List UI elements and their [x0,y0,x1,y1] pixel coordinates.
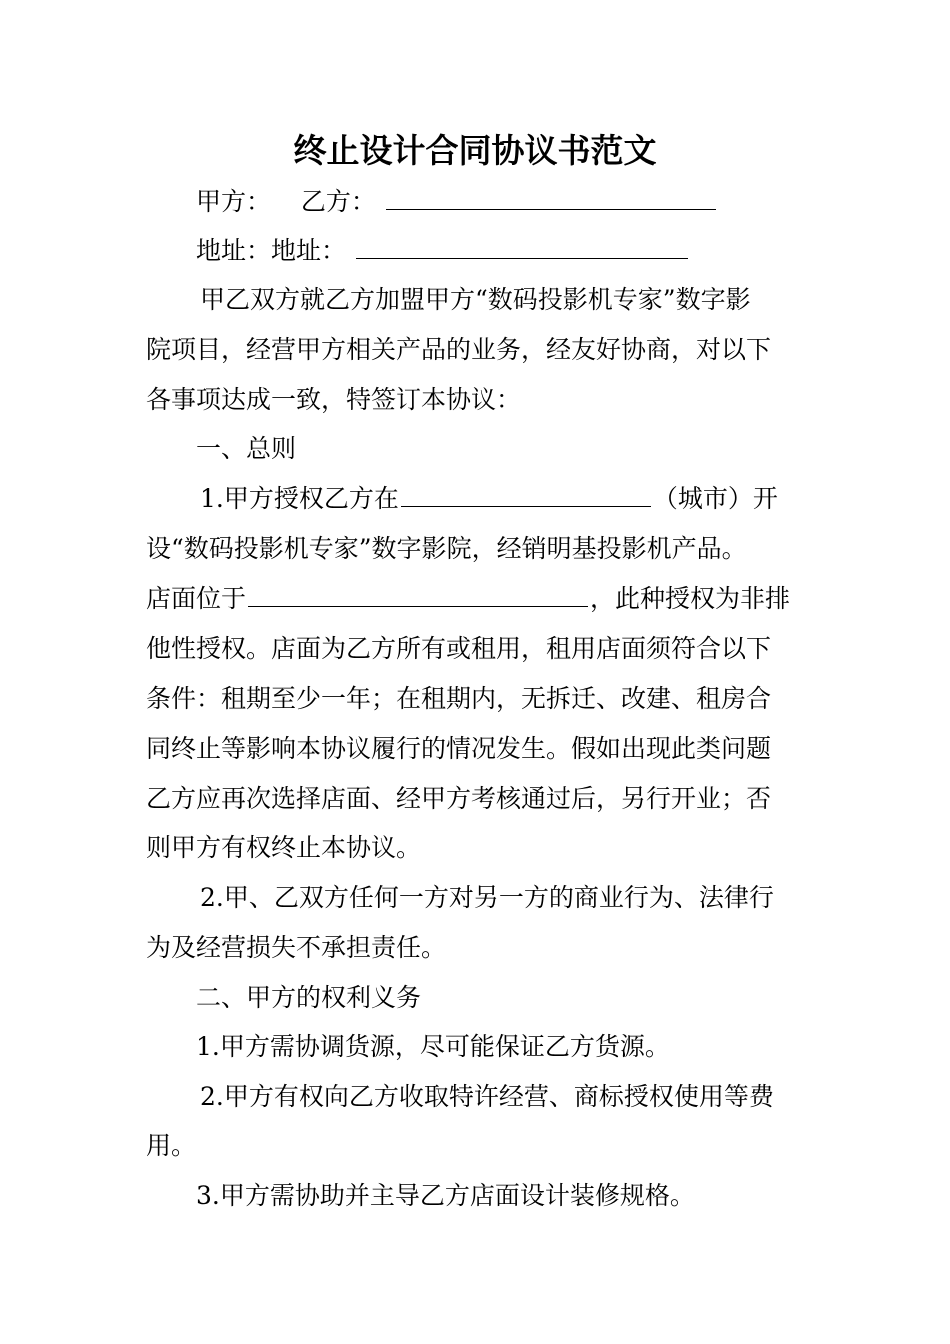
address-b-blank [356,238,688,259]
paragraph-line: 3.甲方需协助并主导乙方店面设计装修规格。 [196,1181,695,1210]
paragraph-line: 设“数码投影机专家”数字影院，经销明基投影机产品。 [146,534,747,563]
section-heading: 一、总则 [196,434,297,463]
paragraph-line: 2.甲、乙双方任何一方对另一方的商业行为、法律行 [200,883,774,912]
paragraph-line: 为及经营损失不承担责任。 [146,933,447,962]
document-title: 终止设计合同协议书范文 [293,131,657,170]
paragraph-line: 2.甲方有权向乙方收取特许经营、商标授权使用等费 [200,1082,774,1111]
paragraph-line: 院项目，经营甲方相关产品的业务，经友好协商，对以下 [146,335,772,364]
clause-text: 店面位于 [146,584,247,613]
paragraph-line: 用。 [146,1131,197,1160]
party-b-blank [386,189,716,210]
address-line [196,238,690,263]
clause-text: （城市）开 [652,484,778,513]
address-b-label: 地址： [271,236,347,265]
paragraph-line: 1.甲方需协调货源，尽可能保证乙方货源。 [196,1032,670,1061]
paragraph-line [200,486,778,511]
paragraph-line: 他性授权。店面为乙方所有或租用，租用店面须符合以下 [146,634,772,663]
paragraph-line: 甲乙双方就乙方加盟甲方“数码投影机专家”数字影 [200,285,751,314]
paragraph-line: 则甲方有权终止本协议。 [146,833,422,862]
party-a-label: 甲方： [196,187,272,216]
party-b-label: 乙方： [300,187,376,216]
store-location-blank [248,586,588,607]
address-a-label: 地址： [196,236,272,265]
paragraph-line [146,586,790,611]
paragraph-line: 同终止等影响本协议履行的情况发生。假如出现此类问题 [146,734,772,763]
paragraph-line: 条件：租期至少一年；在租期内，无拆迁、改建、租房合 [146,684,772,713]
section-heading: 二、甲方的权利义务 [196,983,422,1012]
paragraph-line: 各事项达成一致，特签订本协议： [146,385,522,414]
clause-text: ，此种授权为非排 [590,584,791,613]
clause-text: 1.甲方授权乙方在 [200,484,399,513]
city-blank [401,486,651,507]
party-line [196,189,718,214]
paragraph-line: 乙方应再次选择店面、经甲方考核通过后，另行开业；否 [146,784,772,813]
